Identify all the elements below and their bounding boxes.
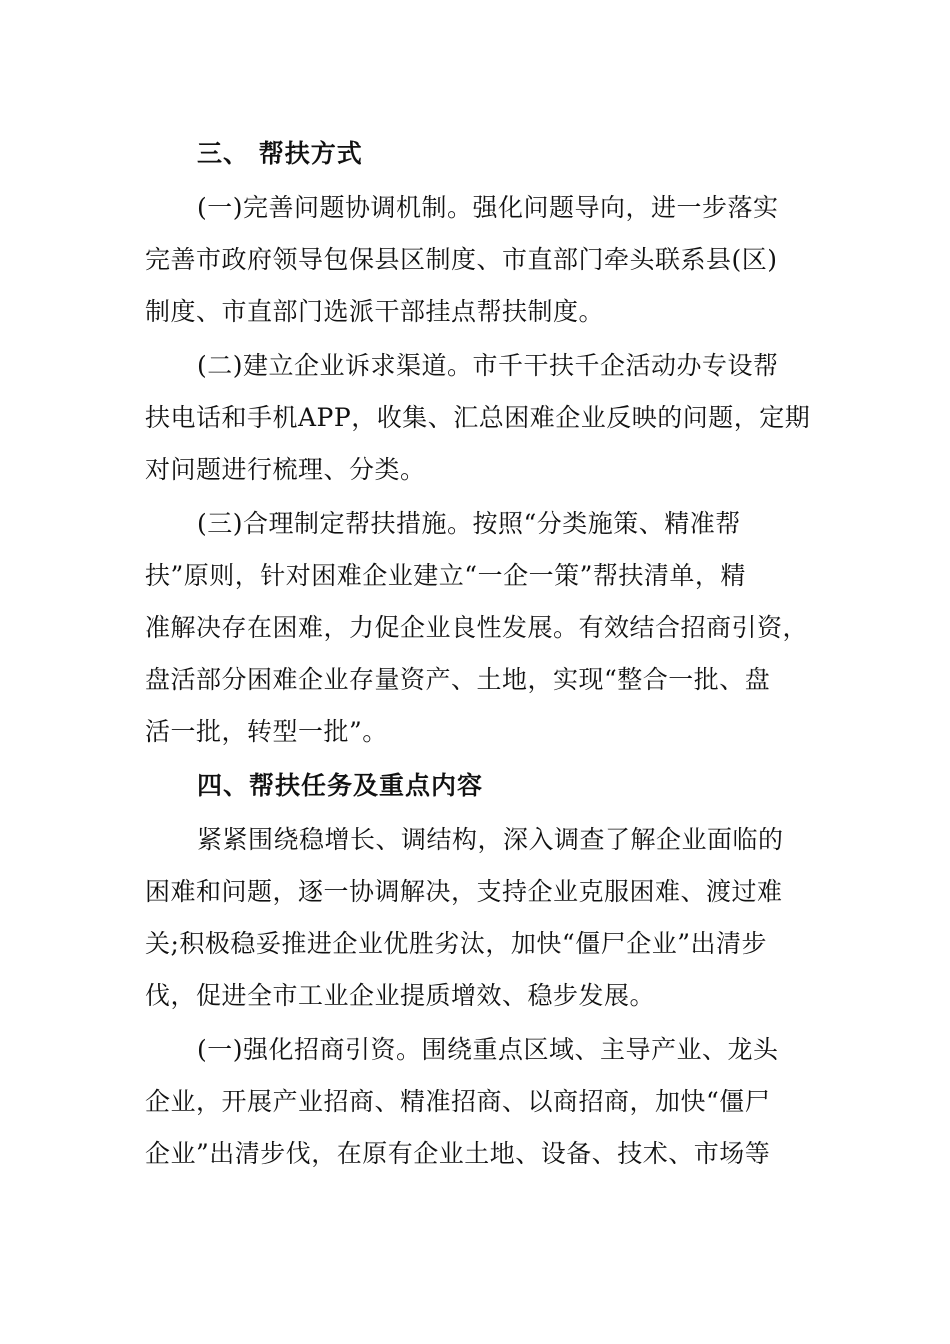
- document-body: [145, 128, 811, 1182]
- paragraph-line: (一)完善问题协调机制。强化问题导向，进一步落实: [197, 193, 779, 222]
- paragraph-line: 困难和问题，逐一协调解决，支持企业克服困难、渡过难: [145, 877, 783, 906]
- paragraph-line: 活一批，转型一批”。: [145, 717, 388, 746]
- paragraph-assistance-measures: [145, 498, 809, 758]
- paragraph-line: (三)合理制定帮扶措施。按照“分类施策、精准帮: [197, 509, 741, 538]
- paragraph-line: 扶电话和手机APP，收集、汇总困难企业反映的问题，定期: [145, 403, 811, 432]
- paragraph-coordination-mechanism: [145, 182, 805, 338]
- paragraph-line: 准解决存在困难，力促企业良性发展。有效结合招商引资，: [145, 613, 809, 642]
- paragraph-line: 企业”出清步伐，在原有企业土地、设备、技术、市场等: [145, 1139, 771, 1168]
- paragraph-task-overview: [145, 814, 805, 1022]
- paragraph-line: (二)建立企业诉求渠道。市千干扶千企活动办专设帮: [197, 351, 779, 380]
- paragraph-line: 盘活部分困难企业存量资产、土地，实现“整合一批、盘: [145, 665, 771, 694]
- paragraph-line: 制度、市直部门选派干部挂点帮扶制度。: [145, 297, 605, 326]
- paragraph-line: 伐，促进全市工业企业提质增效、稳步发展。: [145, 981, 656, 1010]
- section-heading-4: 四、帮扶任务及重点内容: [197, 771, 484, 800]
- paragraph-line: 企业，开展产业招商、精准招商、以商招商，加快“僵尸: [145, 1087, 771, 1116]
- paragraph-investment-promotion: [145, 1024, 805, 1180]
- section-heading-3: 三、 帮扶方式: [197, 139, 363, 168]
- paragraph-line: 完善市政府领导包保县区制度、市直部门牵头联系县(区): [145, 245, 778, 274]
- paragraph-line: 对问题进行梳理、分类。: [145, 455, 426, 484]
- paragraph-line: 关;积极稳妥推进企业优胜劣汰，加快“僵尸企业”出清步: [145, 929, 767, 958]
- paragraph-line: 扶”原则，针对困难企业建立“一企一策”帮扶清单，精: [145, 561, 746, 590]
- paragraph-enterprise-channel: [145, 340, 811, 496]
- paragraph-line: (一)强化招商引资。围绕重点区域、主导产业、龙头: [197, 1035, 779, 1064]
- paragraph-line: 紧紧围绕稳增长、调结构，深入调查了解企业面临的: [197, 825, 784, 854]
